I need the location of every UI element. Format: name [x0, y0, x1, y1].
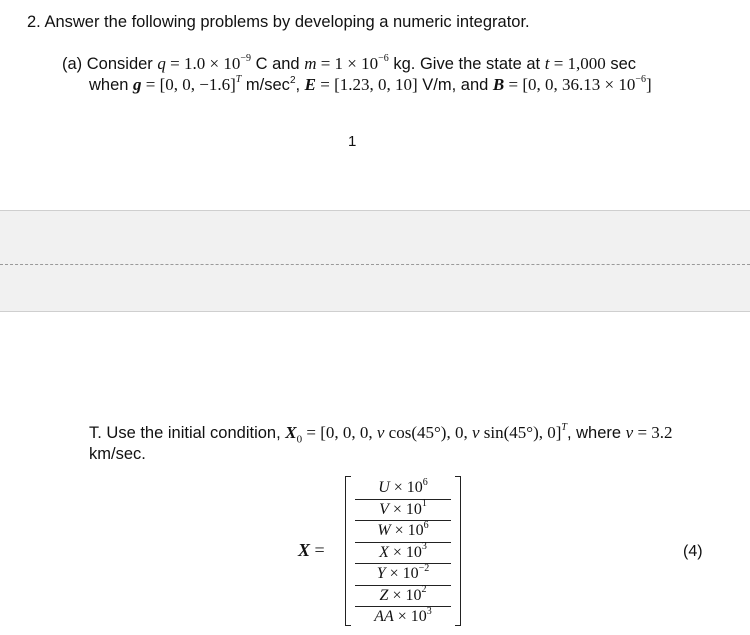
initial-state-symbol: X [285, 423, 297, 442]
text-sec: sec [605, 55, 637, 73]
gravity-transpose: T [235, 74, 242, 86]
entry-variable: Y [376, 565, 386, 582]
text-msec: m/sec [241, 76, 290, 94]
efield-expression [305, 75, 418, 94]
entry-variable: Z [379, 586, 389, 604]
initial-condition-line-1 [89, 423, 673, 449]
matrix-entry [355, 543, 451, 565]
mass-symbol: m [304, 54, 317, 73]
charge-expression [157, 54, 251, 73]
entry-variable: V [379, 500, 389, 518]
entry-exponent: 6 [423, 519, 429, 531]
entry-scale: × 10 [390, 522, 424, 539]
matrix-entry [355, 586, 451, 608]
speed-symbol-2: v [471, 423, 480, 442]
entry-scale: × 10 [388, 543, 422, 561]
entry-exponent: 3 [426, 605, 432, 617]
squared-exponent: 2 [289, 74, 296, 86]
mass-value: = 1 × 10 [316, 54, 379, 73]
problem-statement: Answer the following problems by developing a numeric integrator. [44, 13, 530, 31]
speed-symbol-1: v [376, 423, 385, 442]
efield-symbol: E [304, 75, 317, 94]
bfield-symbol: B [492, 75, 505, 94]
entry-exponent: 6 [422, 476, 428, 488]
entry-variable: AA [374, 608, 394, 625]
state-vector-symbol: X [298, 540, 311, 560]
matrix-entry [355, 607, 451, 628]
bfield-close: ] [645, 75, 652, 94]
matrix-entry [355, 478, 451, 500]
text-vm-and: V/m, and [417, 76, 493, 94]
initial-state-open: = [0, 0, 0, [302, 423, 377, 442]
entry-scale: × 10 [388, 586, 422, 604]
bfield-exponent: −6 [635, 74, 646, 86]
matrix-right-bracket [455, 476, 461, 626]
gravity-value: = [0, 0, −1.6] [141, 75, 236, 94]
text-comma: , [295, 76, 305, 94]
problem-heading [27, 12, 530, 32]
page-break-gap [0, 210, 750, 312]
speed-symbol-3: v [625, 423, 634, 442]
speed-expression [626, 423, 673, 442]
gravity-expression [133, 75, 241, 94]
matrix-entry [355, 500, 451, 522]
entry-variable: X [379, 543, 389, 561]
entry-variable: U [378, 479, 390, 496]
entry-exponent: 1 [421, 498, 427, 510]
entry-scale: × 10 [393, 608, 427, 625]
charge-exponent: −9 [240, 53, 251, 65]
text-coulomb: C and [250, 55, 305, 73]
initial-state-expression [285, 422, 567, 446]
state-vector-matrix [345, 476, 461, 626]
text-kg-state: kg. Give the state at [388, 55, 545, 73]
time-symbol: t [544, 54, 550, 73]
speed-value: = 3.2 [633, 423, 673, 442]
text-when: when [89, 76, 134, 94]
bfield-expression [493, 75, 652, 94]
state-vector-equals: = [310, 540, 325, 560]
time-value: = 1,000 [549, 54, 606, 73]
initial-state-transpose: T [561, 422, 567, 434]
efield-value: = [1.23, 0, 10] [316, 75, 418, 94]
initial-state-subscript: 0 [296, 433, 303, 446]
entry-exponent: 2 [421, 584, 427, 596]
matrix-left-bracket [345, 476, 351, 626]
part-a-line-1 [62, 54, 636, 74]
entry-scale: × 10 [385, 565, 419, 582]
matrix-entry [355, 564, 451, 586]
gravity-symbol: g [133, 75, 142, 94]
mass-expression [304, 54, 389, 73]
entry-exponent: −2 [418, 562, 430, 574]
sin-term: sin(45°), 0] [479, 423, 562, 442]
state-vector-label [298, 540, 325, 560]
problem-number: 2. [27, 13, 41, 31]
time-expression [545, 54, 606, 73]
entry-scale: × 10 [389, 479, 423, 496]
page-break-divider [0, 264, 750, 265]
initial-condition-line-2: km/sec. [89, 445, 146, 463]
charge-value: = 1.0 × 10 [165, 54, 241, 73]
charge-symbol: q [157, 54, 166, 73]
text-consider: Consider [86, 55, 153, 73]
cos-term: cos(45°), 0, [384, 423, 472, 442]
text-where: , where [566, 424, 626, 442]
entry-exponent: 3 [421, 541, 427, 553]
entry-scale: × 10 [388, 500, 422, 518]
matrix-entries [355, 478, 451, 628]
entry-variable: W [377, 522, 391, 539]
bfield-value: = [0, 0, 36.13 × 10 [504, 75, 636, 94]
equation-number: (4) [683, 543, 703, 560]
text-use-initial-condition: T. Use the initial condition, [89, 424, 286, 442]
mass-exponent: −6 [378, 53, 389, 65]
part-a-line-2 [89, 75, 652, 95]
part-a-label: (a) [62, 55, 83, 73]
matrix-entry [355, 521, 451, 543]
page-number: 1 [348, 133, 357, 150]
